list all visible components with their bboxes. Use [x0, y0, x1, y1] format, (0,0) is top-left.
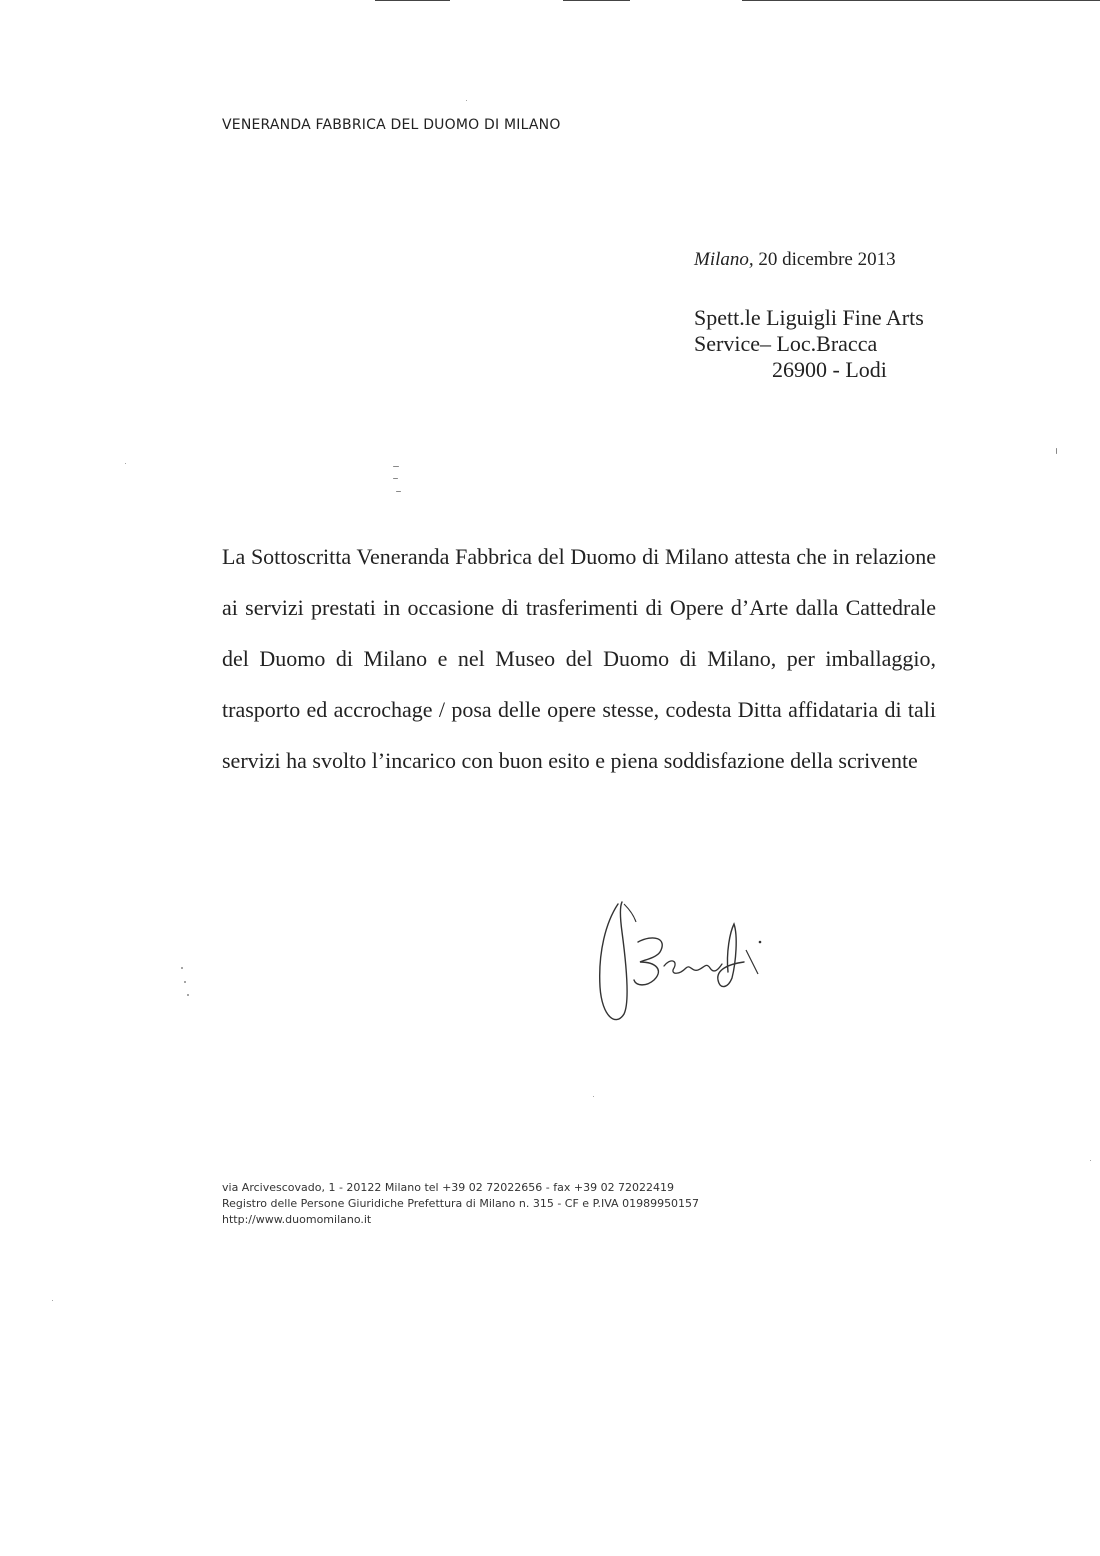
footer-website-line: http://www.duomomilano.it	[222, 1213, 372, 1226]
scan-speck	[393, 478, 398, 479]
scan-speck	[393, 466, 399, 467]
scan-speck	[466, 100, 467, 101]
recipient-address	[694, 305, 924, 383]
footer-registry-line: Registro delle Persone Giuridiche Prefettura di Milano n. 315 - CF e P.IVA 01989950157	[222, 1197, 700, 1210]
scan-speck	[593, 1096, 594, 1097]
scan-edge-line	[563, 0, 630, 1]
scan-speck	[1090, 1160, 1091, 1161]
scan-speck	[184, 981, 186, 983]
date-value: 20 dicembre 2013	[758, 249, 896, 270]
scan-edge-line	[742, 0, 1100, 1]
handwritten-signature	[578, 892, 818, 1032]
date-city: Milano,	[694, 249, 754, 270]
scan-speck	[181, 967, 183, 969]
recipient-line-city: 26900 - Lodi	[772, 357, 887, 382]
recipient-line-name: Spett.le Liguigli Fine Arts	[694, 305, 924, 330]
scan-speck	[187, 994, 189, 996]
scan-speck	[1056, 448, 1057, 454]
letter-body: La Sottoscritta Veneranda Fabbrica del Duomo di Milano attesta che in relazione ai servizi prestati in occasione di trasferimenti di Opere d’Arte dalla Cattedrale del Duomo di Milano e nel Museo del Duomo di Milano, per imballaggio, trasporto ed accrochage / posa delle opere stesse, codesta Ditta affidataria di tali servizi ha svolto l’incarico con buon esito e piena soddisfazione della scrivente	[222, 544, 936, 773]
scan-speck	[396, 491, 401, 492]
letterhead-organization: VENERANDA FABBRICA DEL DUOMO DI MILANO	[222, 117, 561, 133]
scan-speck	[52, 1300, 53, 1301]
scan-edge-line	[375, 0, 450, 1]
letterhead-footer	[222, 1180, 699, 1228]
date-line	[694, 249, 896, 271]
footer-address-line: via Arcivescovado, 1 - 20122 Milano tel +39 02 72022656 - fax +39 02 72022419	[222, 1181, 675, 1194]
scan-speck	[125, 463, 126, 464]
recipient-line-locality: Service– Loc.Bracca	[694, 331, 878, 356]
